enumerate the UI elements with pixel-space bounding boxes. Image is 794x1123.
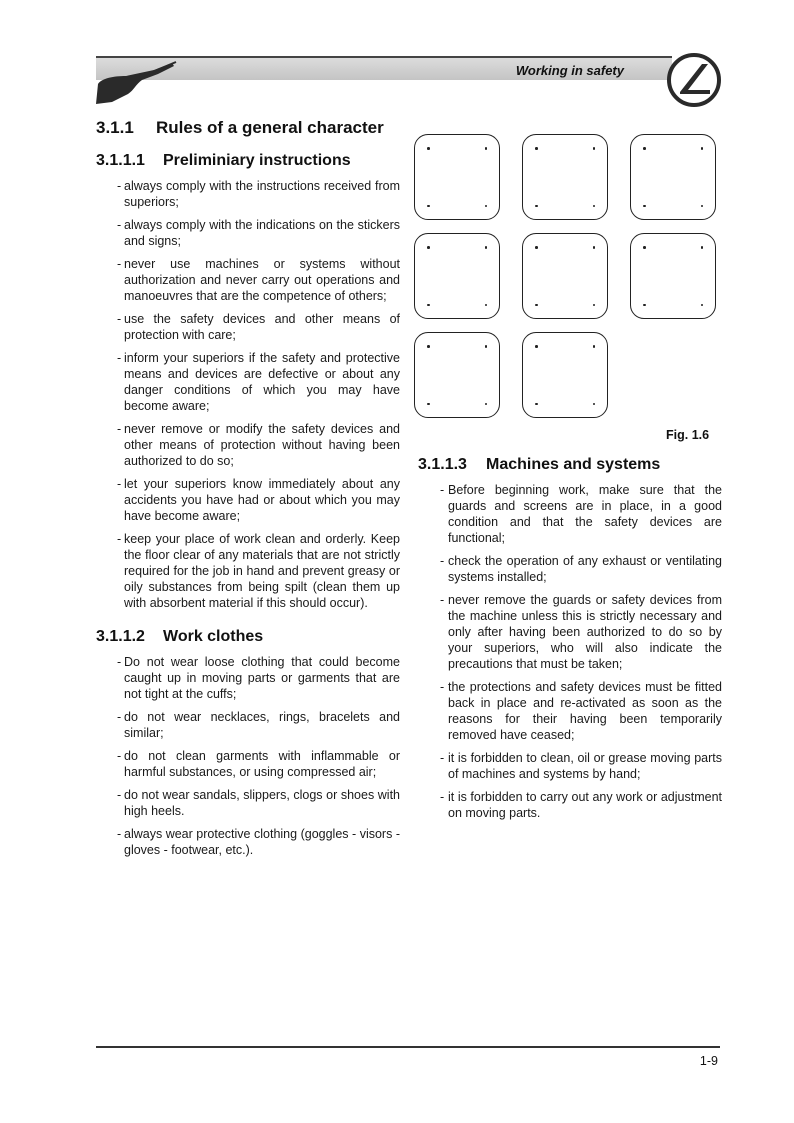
right-column (418, 456, 722, 828)
list-item: - never remove or modify the safety devices and other means of protection without having been authorized to do so; (117, 422, 400, 468)
list-item: - keep your place of work clean and orderly. Keep the floor clear of any materials that are not strictly required for the job in hand and prevent greasy or oily substances from being spilt (clean them up with absorbent material if this should occur). (117, 532, 400, 610)
section-heading (96, 118, 400, 138)
list-item: - do not wear necklaces, rings, bracelets and similar; (117, 710, 400, 740)
section-title: Rules of a general character (156, 118, 384, 137)
machines-number: 3.1.1.3 (418, 456, 467, 473)
figure-panel (414, 332, 500, 418)
figure-panel (522, 332, 608, 418)
figure-panel (414, 134, 500, 220)
list-item: - check the operation of any exhaust or ventilating systems installed; (440, 554, 722, 584)
header-band (96, 56, 672, 80)
figure-panels (412, 132, 724, 422)
list-item: - it is forbidden to carry out any work or adjustment on moving parts. (440, 790, 722, 820)
left-column (96, 118, 400, 865)
list-item: - it is forbidden to clean, oil or grease moving parts of machines and systems by hand; (440, 751, 722, 781)
figure-panel (522, 233, 608, 319)
clothes-heading (96, 628, 400, 646)
list-item: - inform your superiors if the safety and protective means and devices are defective or about any danger conditions of which you may have become aware; (117, 351, 400, 413)
machines-title: Machines and systems (486, 456, 661, 473)
preliminary-list (96, 178, 400, 611)
page-number: 1-9 (699, 1054, 718, 1068)
list-item: - the protections and safety devices must be fitted back in place and re-activated as soon as the reasons for their having been temporarily removed have ceased; (440, 680, 722, 742)
clothes-title: Work clothes (163, 628, 264, 645)
list-item: - use the safety devices and other means of protection with care; (117, 312, 400, 342)
figure-caption: Fig. 1.6 (666, 428, 710, 442)
list-item: - always wear protective clothing (goggles - visors - gloves - footwear, etc.). (117, 827, 400, 857)
machines-heading (418, 456, 722, 474)
preliminary-number: 3.1.1.1 (96, 152, 145, 169)
clothes-number: 3.1.1.2 (96, 628, 145, 645)
header-title: Working in safety (515, 63, 624, 78)
figure-panel (522, 134, 608, 220)
section-number: 3.1.1 (96, 118, 134, 137)
list-item: - Before beginning work, make sure that the guards and screens are in place, in a good condition and that the safety devices are functional; (440, 483, 722, 545)
brand-logo-icon (664, 52, 724, 108)
footer-rule (96, 1046, 720, 1048)
list-item: - do not clean garments with inflammable or harmful substances, or using compressed air; (117, 749, 400, 779)
clothes-list (96, 654, 400, 858)
list-item: - never use machines or systems without authorization and never carry out operations and manoeuvres that are the competence of others; (117, 257, 400, 303)
pointing-hand-icon (92, 60, 182, 108)
list-item: - let your superiors know immediately about any accidents you have had or about which you may have become aware; (117, 477, 400, 523)
figure-panel (630, 134, 716, 220)
list-item: - never remove the guards or safety devices from the machine unless this is strictly necessary and only after having been authorized to do so by your superiors, who will also indicate the precautions that must be taken; (440, 593, 722, 671)
machines-list (418, 482, 722, 821)
list-item: - always comply with the indications on the stickers and signs; (117, 218, 400, 248)
preliminary-title: Preliminiary instructions (163, 152, 351, 169)
list-item: - do not wear sandals, slippers, clogs or shoes with high heels. (117, 788, 400, 818)
figure-panel (414, 233, 500, 319)
figure-panel (630, 233, 716, 319)
preliminary-heading (96, 152, 400, 170)
list-item: - Do not wear loose clothing that could become caught up in moving parts or garments that are not tight at the cuffs; (117, 655, 400, 701)
list-item: - always comply with the instructions received from superiors; (117, 179, 400, 209)
